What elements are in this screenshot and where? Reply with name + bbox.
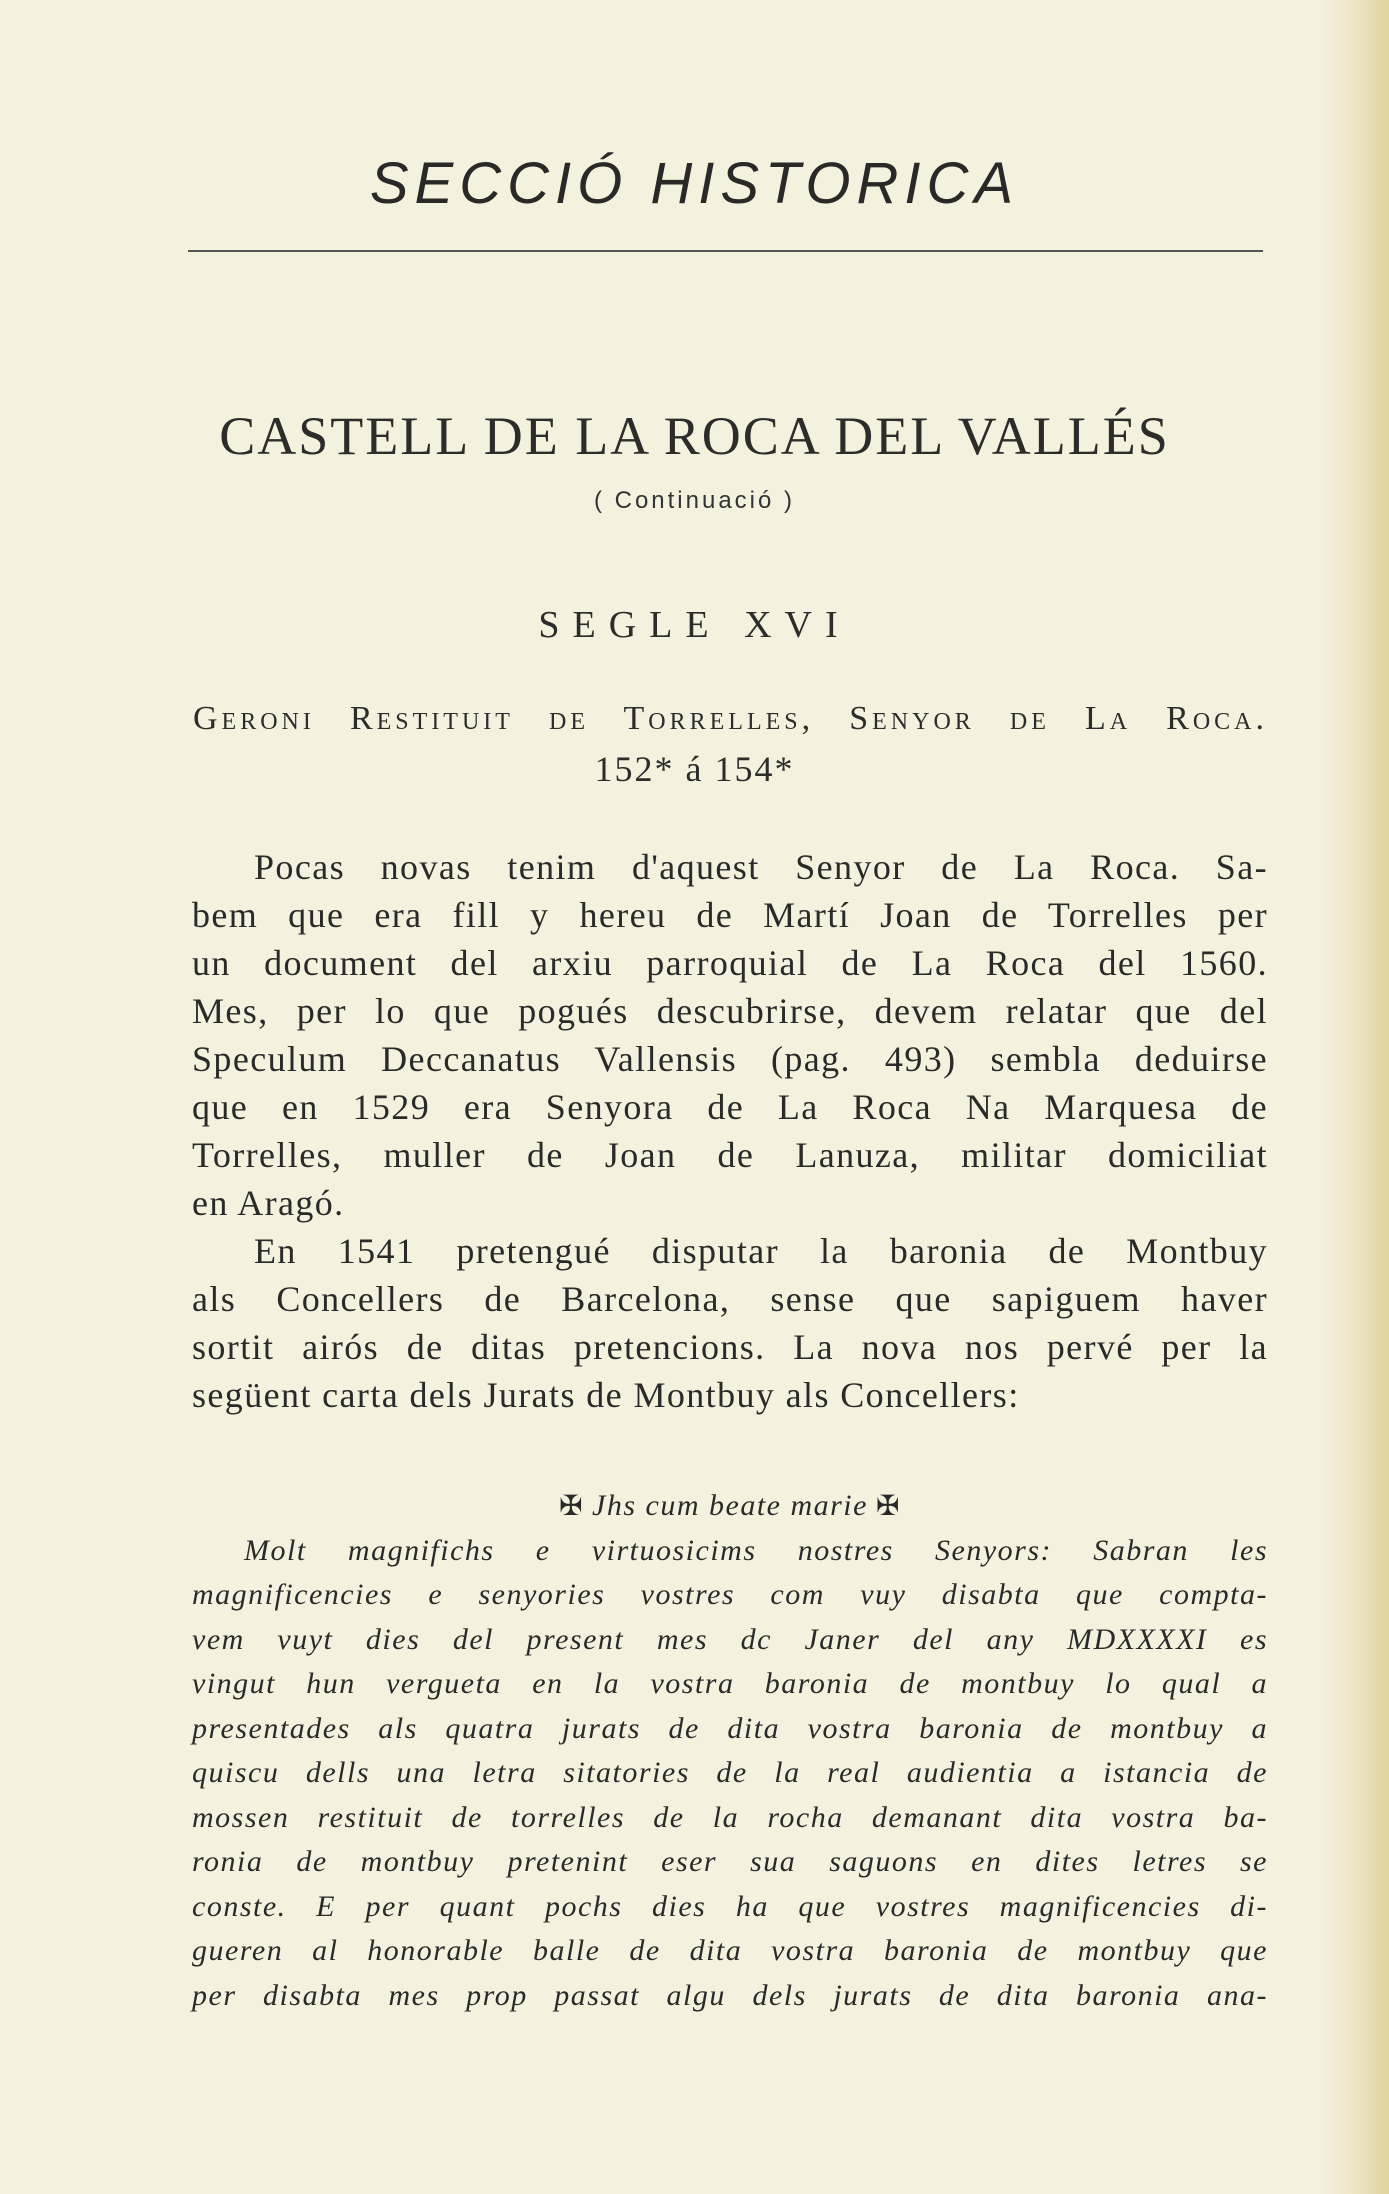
invocation-text: Jhs cum beate marie — [592, 1489, 868, 1522]
text-line: als Concellers de Barcelona, sense que sapiguem haver — [192, 1279, 1268, 1319]
letter-line: gueren al honorable balle de dita vostra baronia de montbuy que — [192, 1934, 1268, 1967]
page-edge-shadow — [1319, 0, 1389, 2194]
cross-icon: ✠ — [559, 1491, 585, 1522]
quoted-letter — [192, 1484, 1268, 2018]
letter-line: mossen restituit de torrelles de la rocha demanant dita vostra ba- — [192, 1800, 1268, 1834]
text-line: següent carta dels Jurats de Montbuy als Concellers: — [192, 1375, 1020, 1415]
letter-line: Molt magnifichs e virtuosicims nostres Senyors: Sabran les — [244, 1533, 1268, 1567]
text-line: Speculum Deccanatus Vallensis (pag. 493) sembla deduirse — [192, 1039, 1268, 1079]
letter-line: vem vuyt dies del present mes dc Janer del any MDXXXXI es — [192, 1622, 1268, 1656]
text-line: En 1541 pretengué disputar la baronia de Montbuy — [254, 1231, 1268, 1271]
text-line: un document del arxiu parroquial de La Roca del 1560. — [192, 943, 1268, 983]
letter-line: quiscu dells una letra sitatories de la real audientia a istancia de — [192, 1756, 1268, 1789]
header-rule — [188, 250, 1263, 252]
article-title: CASTELL DE LA ROCA DEL VALLÉS — [219, 406, 1170, 466]
century-heading: SEGLE XVI — [538, 604, 851, 646]
text-line: Pocas novas tenim d'aquest Senyor de La Roca. Sa- — [254, 847, 1268, 887]
body-text — [192, 843, 1268, 1419]
letter-line: vingut hun vergueta en la vostra baronia de montbuy lo qual a — [192, 1667, 1268, 1700]
letter-line: conste. E per quant pochs dies ha que vostres magnificencies di- — [192, 1889, 1268, 1923]
lord-dates: 152* á 154* — [594, 749, 795, 789]
text-line: sortit airós de ditas pretencions. La nova nos pervé per la — [192, 1327, 1268, 1367]
letter-line: presentades als quatra jurats de dita vostra baronia de montbuy a — [192, 1711, 1268, 1745]
text-line: en Aragó. — [192, 1183, 345, 1223]
text-line: bem que era fill y hereu de Martí Joan de Torrelles per — [192, 895, 1268, 935]
text-line: Torrelles, muller de Joan de Lanuza, militar domiciliat — [192, 1135, 1268, 1175]
letter-line: ronia de montbuy pretenint eser sua saguons en dites letres se — [192, 1845, 1268, 1878]
text-line: Mes, per lo que pogués descubrirse, devem relatar que del — [192, 991, 1268, 1031]
text-line: que en 1529 era Senyora de La Roca Na Marquesa de — [192, 1087, 1268, 1127]
letter-line: per disabta mes prop passat algu dels jurats de dita baronia ana- — [192, 1978, 1268, 2012]
letter-invocation — [192, 1484, 1268, 1529]
lord-heading: Geroni Restituit de Torrelles, Senyor de La Roca. — [193, 700, 1268, 737]
cross-icon: ✠ — [875, 1491, 901, 1522]
letter-line: magnificencies e senyories vostres com vuy disabta que compta- — [192, 1578, 1268, 1611]
continuation-note: ( Continuació ) — [593, 487, 796, 514]
section-header: SECCIÓ HISTORICA — [369, 151, 1020, 216]
